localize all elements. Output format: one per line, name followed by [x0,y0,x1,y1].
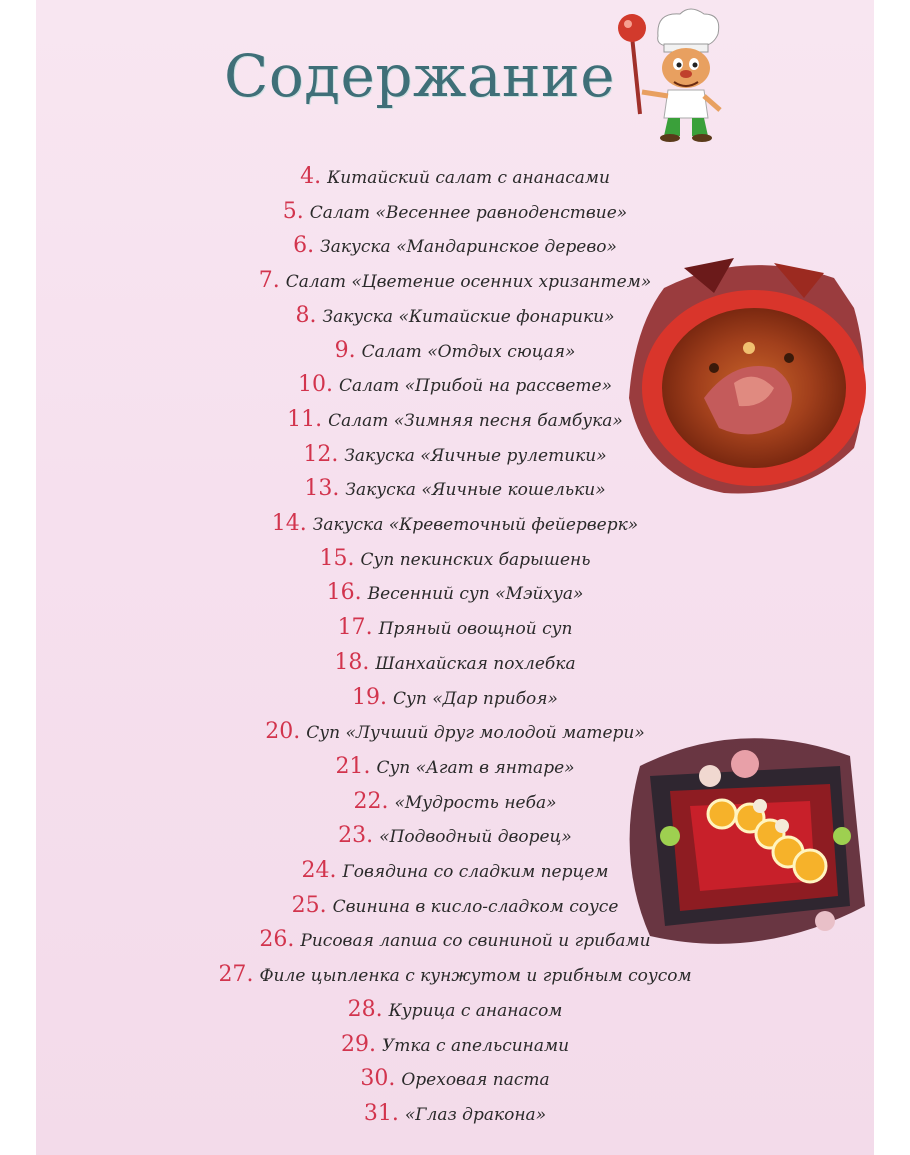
toc-entry-content [300,160,610,195]
toc-page-number: 7 [258,268,273,294]
toc-entry [36,160,874,194]
toc-entry [36,264,874,298]
toc-page-number: 26 [259,927,288,953]
toc-separator: . [388,1066,396,1092]
toc-entry-content [360,1062,549,1097]
toc-entry-content [338,611,573,646]
toc-entry [36,195,874,229]
toc-page-number: 8 [295,302,310,328]
page-title: Содержание [224,42,616,110]
toc-entry [36,715,874,749]
toc-entry-title: Салат «Весеннее равноденствие» [309,202,628,223]
toc-separator: . [391,1100,399,1126]
toc-entry [36,368,874,402]
toc-separator: . [272,268,280,294]
toc-entry [36,1028,874,1062]
toc-page-number: 27 [218,962,247,988]
toc-entry-title: Филе цыпленка с кунжутом и грибным соусом [259,966,692,987]
toc-entry-title: Закуска «Яичные рулетики» [344,445,607,466]
toc-entry [36,646,874,680]
toc-separator: . [354,580,362,606]
toc-entry-content [320,542,591,577]
toc-entry [36,785,874,819]
toc-separator: . [246,962,254,988]
toc-entry-content [296,299,615,334]
toc-entry-content [348,993,563,1028]
toc-entry [36,1062,874,1096]
toc-entry-title: Шанхайская похлебка [375,653,576,674]
toc-separator: . [375,996,383,1022]
toc-page-number: 30 [360,1066,389,1092]
toc-entry-title: «Мудрость неба» [394,792,557,813]
toc-entry-content [338,819,572,854]
toc-entry-content [327,576,584,611]
toc-separator: . [329,858,337,883]
toc-entry [36,854,874,888]
toc-entry [36,889,874,923]
toc-page-number: 13 [304,476,333,502]
toc-entry-title: Утка с апельсинами [381,1035,570,1056]
toc-entry-content [335,334,576,369]
toc-page-number: 24 [301,858,330,883]
toc-separator: . [331,441,339,467]
toc-entry-title: Весенний суп «Мэйхуа» [367,584,584,605]
toc-entry-content [272,507,638,542]
toc-entry-title: Рисовая лапша со свининой и грибами [300,931,651,952]
toc-entry [36,819,874,853]
toc-entry [36,993,874,1027]
toc-page-number: 22 [353,788,382,814]
toc-separator: . [326,372,333,398]
toc-entry-content [341,1028,569,1063]
toc-page-number: 12 [303,441,332,467]
toc-entry [36,299,874,333]
toc-entry-title: Суп «Агат в янтаре» [376,757,575,778]
toc-separator: . [365,615,373,641]
toc-entry-title: Закуска «Яичные кошельки» [345,480,606,501]
toc-separator: . [332,476,340,502]
toc-entry [36,611,874,645]
toc-entry-content [292,889,619,924]
toc-entry [36,576,874,610]
toc-entry-title: Свинина в кисло-сладком соусе [332,896,619,917]
toc-entry-title: Суп «Лучший друг молодой матери» [306,723,645,744]
toc-entry [36,334,874,368]
toc-entry-content [298,368,612,403]
toc-entry-title: Курица с ананасом [388,1000,563,1021]
toc-separator: . [348,337,356,363]
toc-page-number: 18 [334,649,363,675]
toc-page-number: 4 [300,164,315,189]
toc-page-number: 17 [337,615,366,641]
toc-entry-title: Салат «Отдых сюцая» [361,341,576,362]
toc-page-number: 6 [293,233,308,259]
toc-separator: . [315,406,323,432]
toc-entry [36,750,874,784]
toc-entry-title: Закуска «Китайские фонарики» [322,306,615,327]
toc-entry-content [283,195,627,230]
toc-entry-title: Суп «Дар прибоя» [393,688,558,709]
toc-separator: . [381,788,389,814]
toc-page-number: 10 [298,372,326,398]
toc-entry-content [304,472,605,507]
toc-separator: . [366,823,374,849]
toc-page-number: 23 [338,823,367,849]
toc-entry-title: Салат «Цветение осенних хризантем» [285,272,652,293]
toc-entry-title: Закуска «Креветочный фейерверк» [312,515,639,535]
toc-separator: . [362,649,370,675]
toc-separator: . [347,545,355,571]
toc-entry-title: «Подводный дворец» [379,827,572,848]
toc-entry-title: Салат «Зимняя песня бамбука» [328,410,623,431]
toc-entry-content [287,403,623,438]
toc-entry-content [301,854,608,889]
toc-entry-title: Ореховая паста [401,1070,550,1091]
toc-separator: . [368,1031,376,1057]
toc-separator: . [314,164,322,189]
chef-mascot-icon [618,6,730,146]
toc-entry-title: Салат «Прибой на рассвете» [339,376,612,397]
toc-page-number: 25 [291,892,320,918]
toc-page-number: 9 [334,337,349,363]
toc-entry-content [218,958,691,993]
toc-entry-content [303,438,606,473]
toc-entry-content [335,750,574,785]
toc-entry-title: Говядина со сладким перцем [342,862,609,882]
toc-page-number: 15 [319,545,348,571]
toc-page-number: 31 [363,1100,392,1126]
toc-page-number: 21 [335,753,364,779]
toc-entry-title: Пряный овощной суп [378,619,573,640]
toc-separator: . [363,753,371,779]
toc-entry-title: Китайский салат с ананасами [327,168,610,188]
toc-entry-content [364,1097,546,1132]
toc-separator: . [287,927,295,953]
toc-separator: . [319,892,327,918]
contents-page [36,0,874,1155]
toc-entry-content [353,785,556,820]
toc-entry-title: Закуска «Мандаринское дерево» [320,237,617,258]
toc-page-number: 19 [352,684,381,710]
toc-entry [36,507,874,541]
toc-page-number: 5 [282,198,297,224]
toc-entry-content [352,681,558,716]
toc-entry [36,923,874,957]
toc-entry [36,681,874,715]
toc-separator: . [299,511,307,536]
toc-separator: . [296,198,304,224]
toc-entry-title: Суп пекинских барышень [360,549,591,570]
toc-entry-title: «Глаз дракона» [404,1104,547,1125]
toc-separator: . [307,233,315,259]
toc-separator: . [380,684,388,710]
toc-entry [36,438,874,472]
toc-separator: . [309,302,317,328]
toc-separator: . [293,719,301,745]
toc-entry-content [265,715,645,750]
toc-entry-content [259,923,650,958]
toc-entry [36,958,874,992]
toc-entry [36,229,874,263]
toc-entry-content [293,229,617,264]
toc-page-number: 14 [271,511,300,536]
toc-page-number: 11 [287,406,316,432]
toc-page-number: 28 [347,996,376,1022]
toc-page-number: 29 [340,1031,369,1057]
toc-entry [36,542,874,576]
toc-entry-content [259,264,651,299]
toc-entry [36,403,874,437]
toc-page-number: 16 [326,580,355,606]
toc-entry [36,472,874,506]
toc-page-number: 20 [265,719,294,745]
toc-entry-content [334,646,575,681]
toc-entry [36,1097,874,1131]
